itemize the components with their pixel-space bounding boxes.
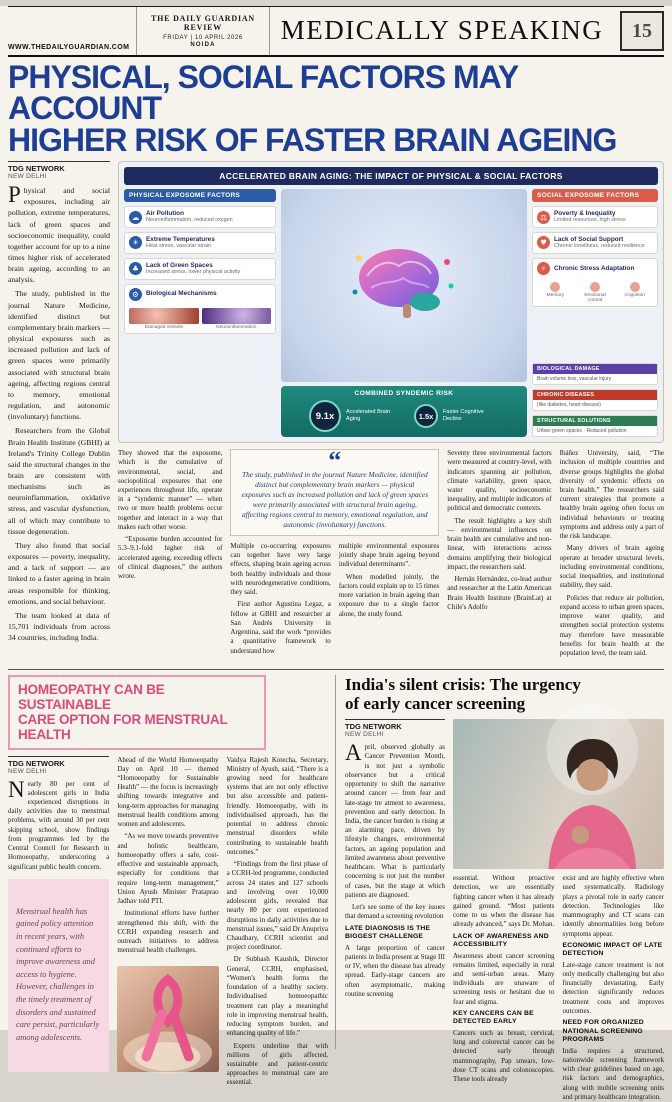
outcome-header: STRUCTURAL SOLUTIONS — [533, 416, 657, 426]
factor-label: Lack of Green Spaces — [146, 261, 213, 269]
outcome-sub: Brain volume loss, vascular injury — [537, 376, 612, 383]
lead-paragraph: “Exposome burden accounted for 5.3–9.1-fold higher risk of accelerated ageing, exceeding effects of clinical diagnoses,” the authors wrote. — [118, 535, 223, 581]
memory-label: Memory — [546, 292, 564, 298]
section-title: MEDICALLY SPEAKING — [280, 15, 604, 45]
cancer-column-1 — [345, 719, 445, 1045]
lead-column-2 — [118, 449, 222, 663]
damaged-vessels-caption: Damaged vessels — [144, 324, 183, 330]
lead-column-6 — [560, 449, 664, 663]
homeopathy-paragraph: Experts underline that with millions of girls affected, sustainable and patient-centric approaches to menstrual care are essential. — [226, 1041, 328, 1087]
woman-patient-photo — [453, 719, 664, 869]
biological-mechanism-images — [129, 308, 271, 330]
lead-paragraph: When modelled jointly, the factors could explain up to 15 times more variation in brain ageing than exposure due to a single factor alone, the study found. — [338, 572, 440, 618]
factor-extreme-temperatures — [124, 232, 276, 254]
lead-lower-columns — [118, 449, 664, 663]
hands-pink-ribbon-photo — [117, 966, 218, 1072]
lead-paragraph: Many drivers of brain ageing operate at broader structural levels, including environmental conditions, social inequalities, and institutional stability, they said. — [559, 544, 665, 590]
cancer-column-2 — [453, 874, 555, 1084]
infographic-title: ACCELERATED BRAIN AGING: THE IMPACT OF PHYSICAL & SOCIAL FACTORS — [124, 167, 658, 185]
lead-paragraph: The study, published in the journal Nature Medicine, identified distinct but complementary brain markers — physical exposures such as increased pollution and lack of green spaces were primarily associated with structural brain ageing, affecting regions central to memory, emotional regulation, and autonomic (involuntary) functions. — [8, 289, 110, 422]
website-url: WWW.THEDAILYGUARDIAN.COM — [8, 44, 130, 51]
lead-paragraph: Hernán Hernández, co-lead author and researcher at the Latin American Brain Health Institute (BrainLat) at Chile's Adolfo — [447, 575, 552, 611]
lead-paragraph: First author Agustina Legaz, a fellow at GBHI and researcher at San Andrés University in Argentina, said the work “provides a quantitative framework to understand how — [230, 600, 331, 655]
woman-photo-svg — [453, 719, 664, 869]
cancer-paragraph: A large proportion of cancer patients in India present at Stage III or IV, when the disease has already spread. Early-stage cancers are often asymptomatic, making routine screening — [345, 943, 445, 998]
outcome-chronic-diseases — [532, 389, 658, 411]
risk-secondary-label: Faster Cognitive Decline — [443, 409, 484, 423]
cancer-paragraph: essential. Without proactive detection, we are essentially fighting cancer when it has already gained ground. “Most patients come to us when the disease has already advanced,” says Dr. Mohan. — [453, 874, 555, 929]
damaged-vessels-image — [129, 308, 199, 324]
homeopathy-headline-line1: HOMEOPATHY CAN BE SUSTAINABLE — [18, 682, 165, 713]
factor-label: Lack of Social Support — [554, 235, 624, 243]
homeopathy-column-1 — [8, 756, 109, 1072]
outcome-header: BIOLOGICAL DAMAGE — [533, 364, 657, 374]
cancer-paragraph: exist and are highly effective when used systematically. Radiology plays a pivotal role in early cancer detection. Technologies like mammography and CT scans can identify abnormalities long before symptoms appear. — [562, 874, 664, 938]
infographic-center — [281, 189, 527, 437]
lead-paragraph: They showed that the exposome, which is the cumulative of environmental, social, and sociopolitical exposures that one experiences throughout life, operate in a “syndemic manner” — when two or more health problems occur together and interact in a way that makes each other worse. — [118, 449, 223, 531]
cancer-paragraph: Cancers such as breast, cervical, lung and colorectal cancer can be detected early through mammography, Pap smears, low-dose CT scans and colonoscopies. These tools already — [453, 1028, 555, 1084]
outcome-sub: Urban green spaces · Reduced pollution — [537, 428, 627, 435]
cancer-column-3 — [562, 874, 665, 1101]
chronic-stress-icon: ⚡ — [537, 262, 550, 275]
neuroinflammation-image — [202, 308, 272, 324]
factor-sub: Limited resources, high stress — [554, 217, 626, 224]
biological-mechanisms-icon: ⚙ — [129, 288, 142, 301]
lead-article — [8, 161, 664, 663]
factor-label: Chronic Stress Adaptation — [554, 264, 635, 272]
cancer-paragraph: Late-stage cancer treatment is not only medically challenging but also financially devastating. Early detection significantly reduces treatment costs and improves outcomes. — [562, 960, 664, 1015]
cancer-article — [345, 675, 664, 1101]
lead-paragraph: Policies that reduce air pollution, expand access to urban green spaces, improve water quality, and strengthen social protection systems may therefore have measurable benefits for brain health at the population level, the team said. — [559, 593, 665, 657]
poverty-icon: ⚖ — [537, 211, 550, 224]
lead-headline-line1: PHYSICAL, SOCIAL FACTORS MAY ACCOUNT — [8, 59, 518, 127]
homeopathy-col1-text — [8, 776, 110, 875]
lead-column-4 — [339, 542, 439, 663]
extreme-temperatures-icon: ☀ — [129, 236, 142, 249]
social-factors-column — [532, 189, 658, 437]
lead-column-3 — [230, 542, 330, 663]
factor-poverty — [532, 206, 658, 228]
memory-icon — [550, 282, 560, 292]
social-panel-header: SOCIAL EXPOSOME FACTORS — [532, 189, 658, 202]
lead-paragraph: The result highlights a key shift — environmental influences on brain health are cumulative and non-linear, with interactions across domains amplifying their biological impact, the researchers said. — [447, 516, 552, 571]
publication-date: FRIDAY | 10 APRIL 2026 — [163, 35, 243, 41]
homeopathy-paragraph: “Findings from the first phase of a CCRH-led programme, conducted across 24 states and 127 schools and involving over 10,000 adolescent girls, revealed that nearly 80 per cent experienced disruptions in daily activities due to menstrual issues,” said Dr Anupriya Chaudhary, CCRH scientist and project coordinator. — [226, 860, 328, 952]
homeopathy-col2-text — [117, 756, 218, 959]
homeopathy-byline: TDG NETWORK — [8, 758, 65, 768]
lead-dateline: NEW DELHI — [8, 173, 47, 181]
homeopathy-article — [8, 675, 336, 1087]
risk-primary — [309, 400, 402, 432]
homeopathy-headline-line2: CARE OPTION FOR MENSTRUAL HEALTH — [18, 712, 228, 743]
air-pollution-icon: ☁ — [129, 211, 142, 224]
factor-sub: Heat stress, vascular strain — [146, 243, 212, 250]
bottom-section — [8, 669, 664, 1101]
combined-risk-header: COMBINED SYNDEMIC RISK — [354, 390, 454, 398]
publication-block — [136, 7, 270, 55]
outcome-biological-damage — [532, 363, 658, 385]
cancer-kicker: Let's see some of the key issues that demand a screening revolution — [345, 903, 445, 921]
cancer-byline-block — [345, 719, 445, 738]
homeopathy-paragraph: Nearly 80 per cent of adolescent girls in India experienced disruptions in daily activities due to menstrual problems, with around 30 per cent skipping school, show findings from programmes led by the Central Council for Research in Homoeopathy, underscoring a significant public health concern. — [8, 776, 110, 871]
cognition-label: Cognition — [624, 292, 645, 298]
factor-chronic-stress — [532, 258, 658, 307]
homeopathy-paragraph: Vaidya Rajesh Kotecha, Secretary, Ministry of Ayush, said, “There is a growing need for healthcare systems that are not only effective but also accessible and patient-friendly. Homoeopathy, with its individualised approach, has the potential to address chronic menstrual disorders while contributing to sustainable health outcomes.” — [226, 755, 328, 856]
cancer-headline-line2: of early cancer screening — [345, 694, 526, 714]
homeopathy-dateline: NEW DELHI — [8, 767, 47, 775]
outcome-header: CHRONIC DISEASES — [533, 390, 657, 400]
risk-primary-label: Accelerated Brain Aging — [346, 409, 391, 423]
publication-name: THE DAILY GUARDIAN REVIEW — [150, 14, 256, 32]
stress-domains — [537, 282, 653, 303]
factor-label: Extreme Temperatures — [146, 235, 215, 243]
emotional-control-label: Emotional control — [584, 292, 606, 303]
factor-biological-mechanisms — [124, 284, 276, 334]
factor-sub: Chronic loneliness, reduced resilience — [554, 243, 645, 250]
cognition-icon — [630, 282, 640, 292]
cancer-paragraph: India requires a structured, nationwide screening framework with clear guidelines based on age, risk factors and demographics, along with mobile screening units and primary healthcare integration. — [562, 1046, 664, 1101]
homeopathy-pull-quote — [8, 879, 109, 1072]
factor-social-support — [532, 232, 658, 254]
pull-quote-text: The study, published in the journal Nature Medicine, identified distinct but complementary brain markers — physical exposures such as increased pollution and lack of green spaces were primarily associated with structural brain ageing, affecting regions central to memory, emotional regulation, and autonomic (involuntary) functions. — [241, 470, 429, 529]
combined-syndemic-risk-box — [281, 386, 527, 437]
brain-illustration — [281, 189, 527, 382]
cancer-byline: TDG NETWORK — [345, 722, 402, 732]
pull-quote-area — [230, 449, 439, 663]
lead-paragraph: The team looked at data of 15,701 individuals from across 34 countries, including India. — [8, 610, 110, 643]
lead-paragraph: Multiple co-occurring exposures can together have very large effects, shaping brain ageing across both healthy individuals and those with neurodegenerative conditions, they said. — [230, 541, 331, 597]
cancer-paragraph: Awareness about cancer screening remains limited, especially in rural and semi-urban areas. Many individuals are unaware of screening tests or hesitant due to fear and stigma. — [453, 951, 555, 1006]
infographic-body — [124, 189, 658, 437]
homeopathy-byline-block — [8, 756, 109, 775]
lead-byline: TDG NETWORK — [8, 164, 65, 174]
factor-label: Air Pollution — [146, 210, 184, 218]
factor-green-spaces — [124, 258, 276, 280]
homeopathy-headline — [8, 675, 266, 749]
homeopathy-pull-quote-text: Menstrual health has gained policy attention in recent years, with continued efforts to improve awareness and access to hygiene. However, challenges in the timely treatment of disorders and sustained care persist, particularly among adolescents. — [16, 906, 100, 1042]
physical-panel-header: PHYSICAL EXPOSOME FACTORS — [124, 189, 276, 202]
brain-aging-infographic — [118, 161, 664, 443]
factor-air-pollution — [124, 206, 276, 228]
section-subhead: ECONOMIC IMPACT OF LATE DETECTION — [562, 941, 663, 958]
factor-label: Poverty & Inequality — [554, 210, 616, 218]
homeopathy-paragraph: Dr Subhash Kaushik, Director General, CCRH, emphasised, “Women's health forms the foundation of a healthy society. Individualised homoeopathic treatment can play a meaningful role in improving menstrual health, reducing symptom burden, and enhancing quality of life.” — [226, 955, 328, 1038]
risk-primary-value: 9.1x — [309, 400, 341, 432]
lead-right-area — [118, 161, 664, 663]
homeopathy-paragraph: “As we move towards preventive and holistic healthcare, homoeopathy offers a safe, cost-effective and sustainable approach, especially for conditions that require long-term management,” Union Ayush Minister Prataprao Jadhav told PTI. — [117, 832, 219, 906]
lead-column-5 — [447, 449, 551, 663]
lead-column-1-text — [8, 182, 110, 643]
cancer-headline — [345, 675, 664, 713]
outcome-sub: (like diabetes, heart disease) — [537, 402, 601, 409]
outcomes-stack — [532, 363, 658, 437]
page-number: 15 — [620, 11, 664, 51]
factor-sub: Neuroinflammation, reduced oxygen — [146, 217, 233, 224]
physical-factors-panel — [124, 189, 276, 437]
lead-paragraph: They also found that social exposures — poverty, inequality, and a lack of support — are linked to a faster ageing in brain areas responsible for thinking, emotions, and social behaviour. — [8, 540, 110, 606]
section-subhead: NEED FOR ORGANIZED NATIONAL SCREENING PROGRAMS — [562, 1019, 644, 1044]
cancer-paragraph: April, observed globally as Cancer Prevention Month, is not just a symbolic observance but a critical opportunity to shift the narrative around cancer — from fear and late-stage tre atment to awareness, prevention and early detection. In India, the cancer burden is rising at an alarming pace, driven by lifestyle changes, environmental factors, an ageing population and limited awareness about preventive healthcare. What is particularly concerning is not just the number of cases, but the stage at which patients are diagnosed. — [345, 740, 445, 899]
social-support-icon: ♥ — [537, 236, 550, 249]
homeopathy-column-3 — [226, 755, 328, 1087]
lead-headline-line2: HIGHER RISK OF FASTER BRAIN AGEING — [8, 121, 617, 158]
pink-ribbon-svg — [117, 966, 218, 1072]
outcome-structural-solutions — [532, 415, 658, 437]
risk-secondary-value: 1.5x — [414, 404, 438, 428]
lead-paragraph: Researchers from the Global Brain Health Institute (GBHI) at Ireland's Trinity College Dublin said the structural changes in the brain are consistent with mechanisms such as neuroinflammation, oxidative stress, and vascular dysfunction, all of which may contribute to tissue degeneration. — [8, 426, 110, 536]
section-subhead: LACK OF AWARENESS AND ACCESSIBILITY — [453, 932, 549, 949]
factor-label: Biological Mechanisms — [146, 290, 217, 298]
pull-quote — [230, 449, 439, 536]
lead-paragraph: Ibáñez University, said, “The inclusion of multiple countries and diverse groups highlights the global diversity of syndemic effects on brain health.” The researchers said current strategies that promote a healthy brain ageing often focus on individual behaviours or treating symptoms and address only a part of the risk landscape. — [559, 449, 665, 541]
publication-city: NOIDA — [190, 42, 216, 48]
cancer-headline-line1: India's silent crisis: The urgency — [345, 675, 581, 695]
emotional-control-icon — [590, 282, 600, 292]
section-subhead: LATE DIAGNOSIS IS THE BIGGEST CHALLENGE — [345, 924, 431, 941]
risk-secondary — [414, 404, 499, 428]
lead-paragraph: Seventy three environmental factors were measured at country-level, with indicators spanning air pollution, climate variability, green space, water quality, socioeconomic inequality, and multiple indicators of political and democratic contexts. — [447, 449, 552, 513]
lead-byline-block — [8, 161, 110, 180]
lead-headline — [8, 59, 664, 158]
quote-mark-icon — [241, 453, 428, 469]
green-spaces-icon: ♣ — [129, 262, 142, 275]
lead-paragraph: Physical and social exposures, including air pollution, extreme temperatures, lack of green spaces and socioeconomic inequality, could together account for up to a nine times higher risk of accelerated brain ageing, according to an analysis. — [8, 182, 110, 285]
homeopathy-paragraph: Ahead of the World Homoeopathy Day on April 10 — themed “Homoeopathy for Sustainable Health” — the focus is increasingly shifting towards integrative and long-term approaches for managing menstrual health conditions among women and adolescents. — [117, 755, 219, 829]
masthead — [8, 6, 664, 57]
homeopathy-paragraph: Institutional efforts have further strengthened this shift, with the CCRH expanding research and outreach initiatives to address menstrual health challenges. — [117, 909, 219, 955]
lead-paragraph: multiple environmental exposures jointly shape brain ageing beyond individual determinants”. — [338, 541, 440, 569]
cancer-dateline: NEW DELHI — [345, 731, 384, 739]
section-subhead: KEY CANCERS CAN BE DETECTED EARLY — [453, 1009, 534, 1026]
neuroinflammation-caption: Neuroinflammation — [216, 324, 257, 330]
brain-svg — [329, 231, 479, 341]
factor-sub: Increased stress, lower physical activity — [146, 269, 241, 276]
homeopathy-column-2 — [117, 756, 218, 1072]
newspaper-page — [0, 6, 672, 1101]
lead-column-1 — [8, 161, 110, 663]
